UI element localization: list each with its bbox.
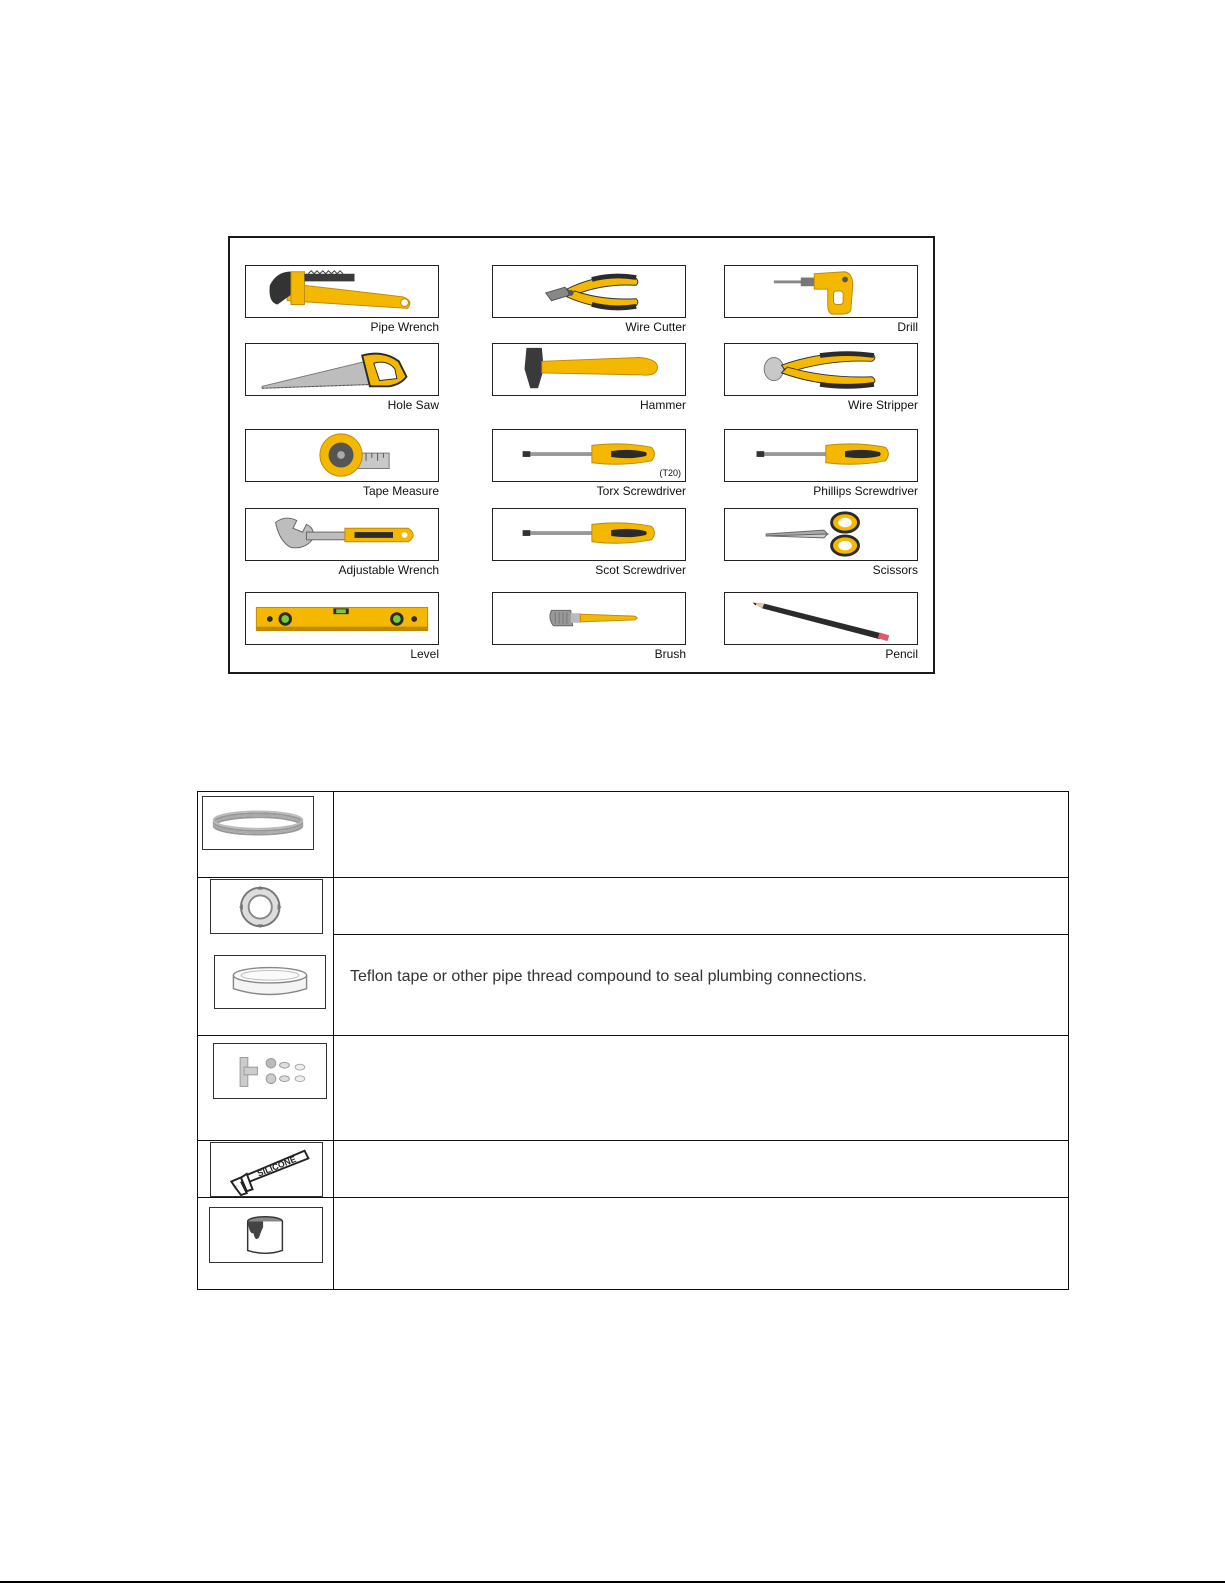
tool-label: Scot Screwdriver bbox=[595, 563, 686, 577]
page-bottom-rule bbox=[0, 1581, 1225, 1583]
tool-label: Scissors bbox=[872, 563, 918, 577]
tool-torx-screwdriver bbox=[492, 429, 686, 498]
adjustable-wrench-icon bbox=[246, 509, 438, 560]
tool-brush bbox=[492, 592, 686, 661]
tool-label: Hole Saw bbox=[387, 398, 439, 412]
tool-scot-screwdriver bbox=[492, 508, 686, 577]
tool-label: Torx Screwdriver bbox=[596, 484, 686, 498]
paint-can-icon bbox=[210, 1208, 322, 1262]
tool-hole-saw bbox=[245, 343, 439, 412]
tool-label: Pencil bbox=[885, 647, 918, 661]
row-divider bbox=[198, 1035, 1068, 1036]
hammer-icon bbox=[493, 344, 685, 395]
tool-label: Wire Stripper bbox=[847, 398, 918, 412]
tool-level bbox=[245, 592, 439, 661]
tool-wire-cutter bbox=[492, 265, 686, 334]
tape-measure-icon bbox=[246, 430, 438, 481]
tool-tape-measure bbox=[245, 429, 439, 498]
tool-label: Wire Cutter bbox=[625, 320, 686, 334]
hand-saw-icon bbox=[246, 344, 438, 395]
row-divider bbox=[198, 1140, 1068, 1141]
tool-pencil bbox=[724, 592, 918, 661]
wire-stripper-icon bbox=[725, 344, 917, 395]
level-icon bbox=[246, 593, 438, 644]
drill-icon bbox=[725, 266, 917, 317]
row-divider bbox=[198, 1197, 1068, 1198]
supplies-table bbox=[197, 791, 1069, 1290]
tool-phillips-screwdriver bbox=[724, 429, 918, 498]
pipe-wrench-icon bbox=[246, 266, 438, 317]
tool-drill bbox=[724, 265, 918, 334]
tubing-coil-icon bbox=[203, 797, 313, 849]
tools-figure bbox=[228, 236, 935, 674]
row-divider bbox=[198, 877, 1068, 878]
fittings-icon bbox=[214, 1044, 326, 1098]
caulk-gun-thumbnail bbox=[210, 1142, 323, 1197]
tool-label: Level bbox=[410, 647, 439, 661]
tool-label: Adjustable Wrench bbox=[338, 563, 439, 577]
paint-can-thumbnail bbox=[209, 1207, 323, 1263]
locknut-thumbnail bbox=[210, 879, 323, 934]
tool-label: Tape Measure bbox=[362, 484, 439, 498]
screwdriver-icon bbox=[493, 509, 685, 560]
tool-label: Brush bbox=[654, 647, 686, 661]
tool-label: Phillips Screwdriver bbox=[813, 484, 918, 498]
tubing-coil-thumbnail bbox=[202, 796, 314, 850]
tool-scissors bbox=[724, 508, 918, 577]
tool-pipe-wrench bbox=[245, 265, 439, 334]
silicone-tube-label: SILICONE bbox=[255, 1153, 298, 1179]
tool-label: Pipe Wrench bbox=[370, 320, 439, 334]
tool-adjustable-wrench bbox=[245, 508, 439, 577]
tool-label: Drill bbox=[897, 320, 918, 334]
row-divider bbox=[333, 934, 1068, 935]
column-divider bbox=[333, 792, 334, 1289]
tool-wire-stripper bbox=[724, 343, 918, 412]
wire-cutter-icon bbox=[493, 266, 685, 317]
tool-label: Hammer bbox=[639, 398, 686, 412]
locknut-icon bbox=[211, 880, 322, 933]
teflon-tape-icon bbox=[215, 956, 325, 1008]
supply-description: Teflon tape or other pipe thread compound to seal plumbing connections. bbox=[350, 968, 867, 985]
screwdriver-icon bbox=[493, 430, 685, 481]
teflon-tape-thumbnail bbox=[214, 955, 326, 1009]
torx-size-note: (T20) bbox=[659, 468, 681, 478]
brush-icon bbox=[493, 593, 685, 644]
fittings-thumbnail bbox=[213, 1043, 327, 1099]
screwdriver-icon bbox=[725, 430, 917, 481]
scissors-icon bbox=[725, 509, 917, 560]
tool-hammer bbox=[492, 343, 686, 412]
caulk-gun-icon bbox=[211, 1143, 322, 1196]
pencil-icon bbox=[725, 593, 917, 644]
